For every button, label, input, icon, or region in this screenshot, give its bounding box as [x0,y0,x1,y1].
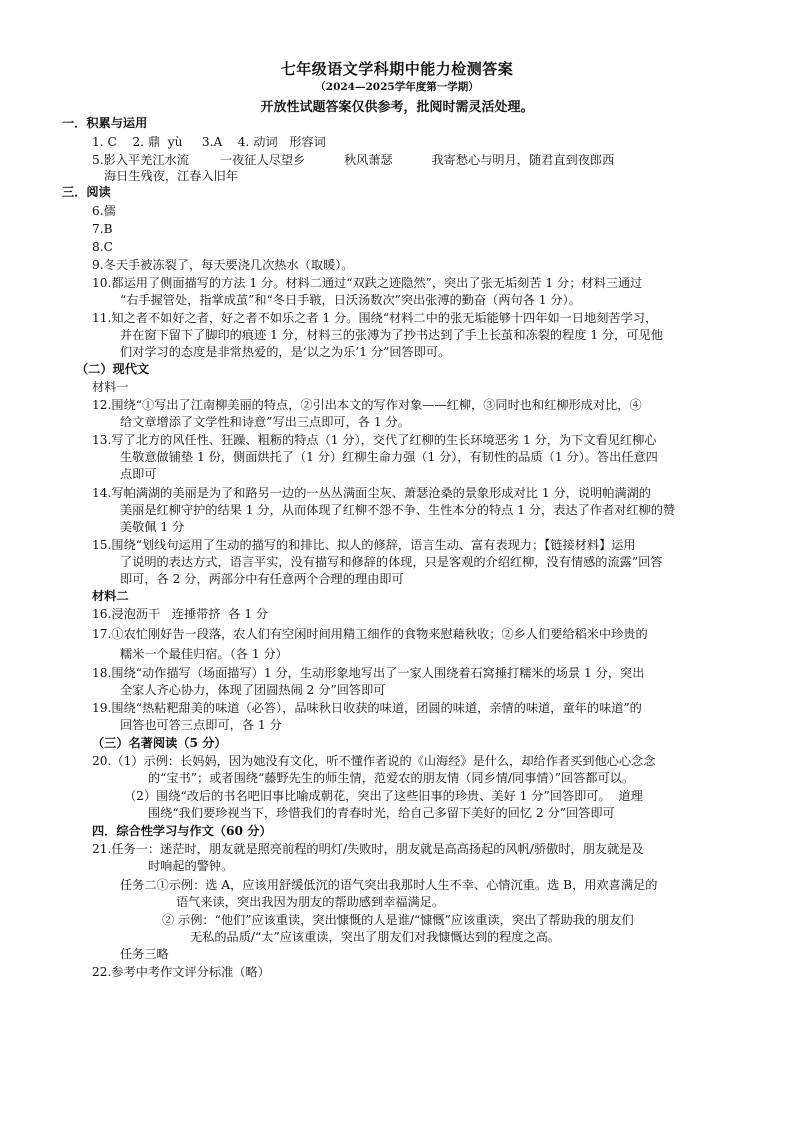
answer-line: 16.浸泡沥干 连捶带挤 各 1 分 [92,607,269,621]
answer-line: 12.围绕“①写出了江南柳美丽的特点，②引出本文的写作对象——红柳，③同时也和红柳形成对比，④ [92,398,642,412]
section-heading: 三．阅读 [62,185,111,199]
section-heading: 一．积累与运用 [62,116,148,130]
answer-line: “右手握管处，指掌成茧”和“冬日手皲，日沃汤数次”突出张溥的勤奋（两句各 1 分）。 [120,293,581,307]
subsection-label: 材料一 [92,380,129,394]
answer-line: 20.（1）示例：长妈妈，因为她没有文化，听不懂作者说的《山海经》是什么，却给作者买到他心心念念 [92,754,656,768]
answer-line: 美丽是红柳守护的结果 1 分，从而体现了红柳不怨不争、生性本分的特点 1 分，表达了作者对红柳的赞 [120,503,676,517]
answer-line: 17.①农忙刚好告一段落，农人们有空闲时间用精工细作的食物来慰藉秋收；②乡人们要给稻米中珍贵的 [92,627,648,641]
answer-line: 即可，各 2 分，两部分中有任意两个合理的理由即可 [120,572,404,586]
answer-line: 5.影入平羌江水流 一夜征人尽望乡 秋风萧瑟 我寄愁心与明月，随君直到夜郎西 [92,153,615,167]
answer-line: ② 示例：“他们”应该重读，突出慷慨的人是谁/“慷慨”应该重读，突出了帮助我的朋友们 [162,913,634,927]
answer-line: 围绕“我们要珍视当下，珍惜我们的青春时光，给自己多留下美好的回忆 2 分”回答即可 [148,806,615,820]
answer-line: 语气来读，突出我因为朋友的帮助感到幸福满足。 [176,895,445,909]
answer-line: 22.参考中考作文评分标准（略） [92,965,270,979]
answer-line: 们对学习的态度是非常热爱的，是‘以之为乐’1 分”回答即可。 [120,345,451,359]
answer-line: 海日生残夜，江春入旧年 [104,169,239,183]
grading-note: 开放性试题答案仅供参考，批阅时需灵活处理。 [260,100,534,115]
answer-line: 19.围绕“热粘粑甜美的味道（必答），品味秋日收获的味道，团圆的味道，亲情的味道，童年的味道”的 [92,701,642,715]
subsection-label: 材料二 [92,589,129,603]
answer-line: 并在窗下留下了脚印的痕迹 1 分，材料三的张溥为了抄书达到了手上长茧和冻裂的程度 1 分，可见他 [120,328,663,342]
answer-line: 14.写帕满湖的美丽是为了和路另一边的一丛丛满面尘灰、萧瑟沧桑的景象形成对比 1 分，说明帕满湖的 [92,486,651,500]
section-heading: 四．综合性学习与作文（60 分） [92,824,272,838]
answer-line: 7.B [92,222,113,236]
answer-line: 任务三略 [120,947,169,961]
answer-line: 了说明的表达方式，语言平实，没有描写和修辞的体现，只是客观的介绍红柳，没有情感的流露”回答 [120,555,663,569]
section-heading: （三）名著阅读（5 分） [92,736,227,750]
answer-line: 任务二①示例：选 A，应该用舒缓低沉的语气突出我那时人生不幸、心情沉重。选 B，用欢喜满足的 [120,878,658,892]
answer-line: 生敬意做铺垫 1 份，侧面烘托了（1 分）红柳生命力强（1 分），有韧性的品质（1 分）。答出任意四 [120,450,658,464]
answer-line: 10.都运用了侧面描写的方法 1 分。材料二通过“双趺之迹隐然”，突出了张无垢刻苦 1 分；材料三通过 [92,276,643,290]
answer-line: 21.任务一：迷茫时，朋友就是照亮前程的明灯/失败时，朋友就是高高扬起的风帆/骄傲时，朋友就是及 [92,842,644,856]
answer-line: 13.写了北方的风任性、狂躁、粗粝的特点（1 分），交代了红柳的生长环境恶劣 1 分，为下文看见红柳心 [92,433,657,447]
answer-line: 点即可 [120,467,157,481]
answer-line: 无私的品质/“太”应该重读，突出了朋友们对我慷慨达到的程度之高。 [190,930,561,944]
document-title: 七年级语文学科期中能力检测答案 [280,60,514,78]
document-subtitle: （2024—2025学年度第一学期） [315,81,479,93]
answer-line: 全家人齐心协力，体现了团圆热闹 2 分”回答即可 [120,683,386,697]
answer-line: （2）围绕“改后的书名吧旧事比喻成朝花，突出了这些旧事的珍贵、美好 1 分”回答即可。 道理 [124,789,643,803]
answer-line: 美敬佩 1 分 [120,520,185,534]
answer-line: 时响起的警钟。 [148,859,234,873]
answer-line: 回答也可答三点即可，各 1 分 [120,718,282,732]
answer-line: 的“宝书”；或者围绕“藤野先生的师生情，范爱农的朋友情（同乡情/同事情）”回答都可以。 [148,771,635,785]
answer-line: 6.儒 [92,204,116,218]
answer-line: 11.知之者不如好之者，好之者不如乐之者 1 分。围绕“材料二中的张无垢能够十四年如一日地刻苦学习， [92,311,658,325]
answer-line: 15.围绕“划线句运用了生动的描写的和排比、拟人的修辞，语言生动、富有表现力；【链接材料】运用 [92,538,636,552]
answer-line: 给文章增添了文学性和诗意”写出三点即可，各 1 分。 [120,415,410,429]
answer-line: 9.冬天手被冻裂了，每天要浇几次热水（取暖）。 [92,258,354,272]
answer-line: 1. C 2. 鼎 yù 3.A 4. 动词 形容词 [92,135,326,149]
answer-line: 8.C [92,240,113,254]
answer-line: 18.围绕“动作描写（场面描写）1 分，生动形象地写出了一家人围绕着石窝捶打糯米的场景 1 分，突出 [92,666,645,680]
section-heading: （二）现代文 [76,362,150,376]
answer-line: 糯米一个最佳归宿。（各 1 分） [120,647,288,661]
